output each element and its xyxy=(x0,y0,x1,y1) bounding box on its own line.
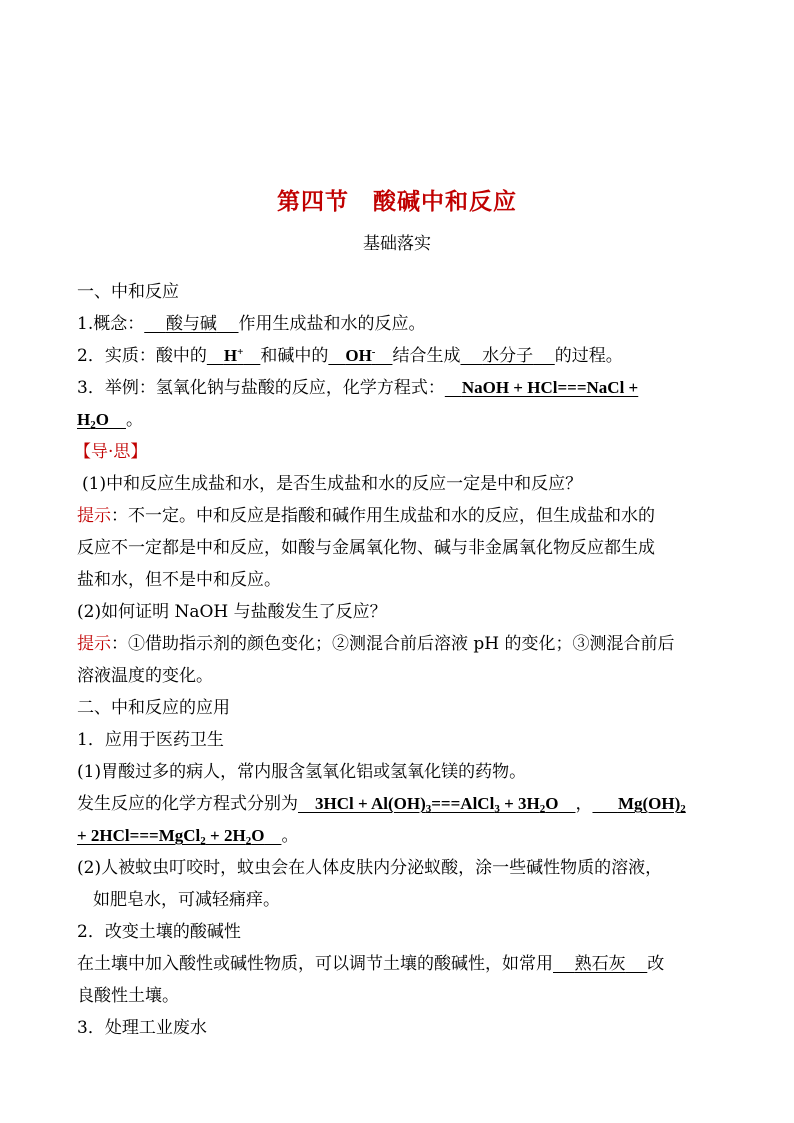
equation-magnesium-part1: $Mg(OH)_2$ xyxy=(617,794,686,815)
section-title: 酸碱中和反应 xyxy=(373,189,517,215)
hint-label: 提示 xyxy=(77,634,111,654)
example-end: 。 xyxy=(125,410,143,430)
example-prefix: 3．举例：氢氧化钠与盐酸的反应，化学方程式： xyxy=(77,378,445,398)
item1-equations-line1 xyxy=(77,793,686,815)
item2-answer: 熟石灰 xyxy=(574,954,626,974)
hint-1-line1 xyxy=(77,505,655,527)
hint-2-line2: 溶液温度的变化。 xyxy=(77,666,213,686)
item1-equations-line2 xyxy=(77,825,298,847)
item1-paragraph1: (1)胃酸过多的病人，常内服含氢氧化铝或氢氧化镁的药物。 xyxy=(77,762,527,782)
item2-prefix: 在土壤中加入酸性或碱性物质，可以调节土壤的酸碱性，如常用 xyxy=(77,954,553,974)
essence-suffix: 的过程。 xyxy=(554,346,623,366)
hint-2-text: ：①借助指示剂的颜色变化；②测混合前后溶液 pH 的变化；③测混合前后 xyxy=(111,634,675,654)
example-equation-part1: NaOH + HCl===NaCl + xyxy=(461,378,639,397)
hint-label: 提示 xyxy=(77,506,111,526)
equation-period: 。 xyxy=(281,826,299,846)
item2-line1 xyxy=(77,953,664,975)
item1-heading: 1．应用于医药卫生 xyxy=(77,730,224,750)
item1-paragraph3-line2: 如肥皂水，可减轻痛痒。 xyxy=(93,890,280,910)
guide-question-1: (1)中和反应生成盐和水，是否生成盐和水的反应一定是中和反应？ xyxy=(82,474,583,494)
essence-mid2: 结合生成 xyxy=(392,346,461,366)
essence-h-answer: H+ xyxy=(223,346,244,365)
equations-prefix: 发生反应的化学方程式分别为 xyxy=(77,794,298,814)
item2-suffix: 改 xyxy=(647,954,665,974)
essence-water-answer: 水分子 xyxy=(482,346,534,366)
equation-aluminum: $3HCl + Al(OH)_3===AlCl_3 + 3H_2O$ xyxy=(315,794,559,815)
section-number: 第四节 xyxy=(277,189,349,215)
example-line xyxy=(77,377,638,399)
guide-label: 【导·思】 xyxy=(74,442,148,462)
guide-question-2: (2)如何证明 NaOH 与盐酸发生了反应？ xyxy=(77,602,387,622)
equation-separator: ， xyxy=(575,794,593,814)
page-title xyxy=(0,183,794,216)
essence-oh-answer: OH- xyxy=(345,346,376,365)
hint-1-line2: 反应不一定都是中和反应，如酸与金属氧化物、碱与非金属氧化物反应都生成 xyxy=(77,538,655,558)
concept-answer: 酸与碱 xyxy=(165,314,217,334)
section1-heading: 一、中和反应 xyxy=(77,282,179,302)
essence-prefix: 2．实质：酸中的 xyxy=(77,346,207,366)
hint-1-line3: 盐和水，但不是中和反应。 xyxy=(77,570,281,590)
equation-magnesium-part2: + 2HCl===MgCl$_2$ + $2H_2O$ xyxy=(77,826,265,847)
concept-line xyxy=(77,313,426,335)
example-line2 xyxy=(77,409,143,431)
concept-prefix: 1.概念： xyxy=(77,314,145,334)
concept-suffix: 作用生成盐和水的反应。 xyxy=(238,314,426,334)
item3-heading: 3．处理工业废水 xyxy=(77,1018,207,1038)
hint-1-text: ：不一定。中和反应是指酸和碱作用生成盐和水的反应，但生成盐和水的 xyxy=(111,506,655,526)
item2-heading: 2．改变土壤的酸碱性 xyxy=(77,922,241,942)
item1-paragraph3-line1: (2)人被蚊虫叮咬时，蚊虫会在人体皮肤内分泌蚁酸，涂一些碱性物质的溶液， xyxy=(77,858,663,878)
hint-2-line1 xyxy=(77,633,675,655)
essence-mid: 和碱中的 xyxy=(260,346,329,366)
item2-line2: 良酸性土壤。 xyxy=(77,986,179,1006)
section2-heading: 二、中和反应的应用 xyxy=(77,698,230,718)
page-subtitle: 基础落实 xyxy=(363,234,431,254)
example-equation-part2: $H_2O$ xyxy=(77,410,109,431)
essence-line xyxy=(77,345,623,367)
